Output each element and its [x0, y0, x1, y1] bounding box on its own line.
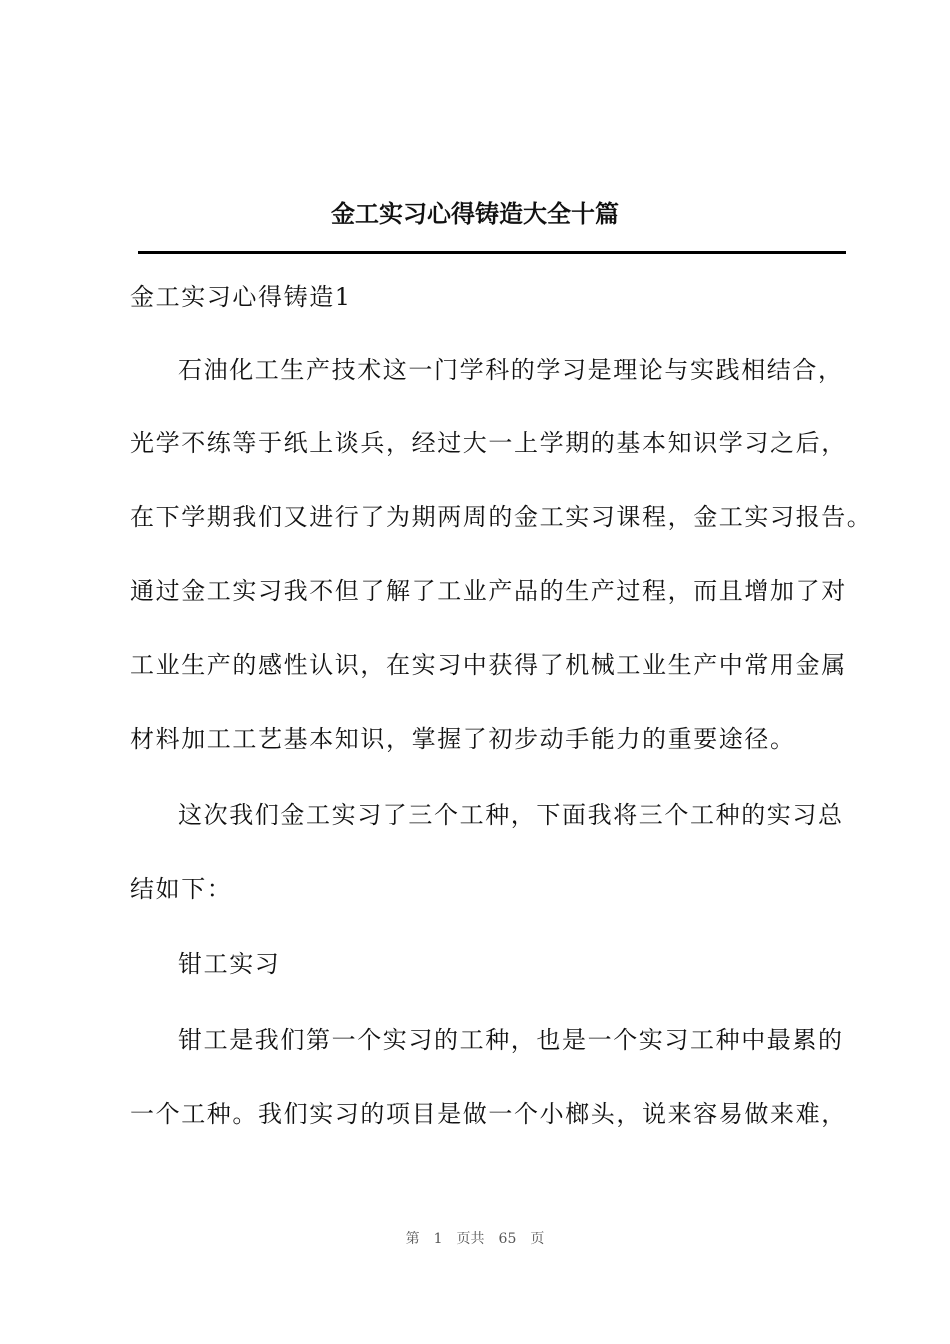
- paragraph-line: 这次我们金工实习了三个工种，下面我将三个工种的实习总: [178, 801, 844, 829]
- footer-total-pages: 65: [498, 1231, 517, 1247]
- footer-label-page: 第: [405, 1231, 420, 1247]
- paragraph-line: 光学不练等于纸上谈兵，经过大一上学期的基本知识学习之后，: [130, 429, 847, 457]
- paragraph-line: 钳工是我们第一个实习的工种，也是一个实习工种中最累的: [178, 1026, 844, 1054]
- paragraph-line: 通过金工实习我不但了解了工业产品的生产过程，而且增加了对: [130, 577, 847, 605]
- paragraph-line: 一个工种。我们实习的项目是做一个小榔头，说来容易做来难，: [130, 1100, 847, 1128]
- section-heading: 金工实习心得铸造1: [130, 283, 352, 311]
- footer-label-end: 页: [530, 1231, 545, 1247]
- footer-label-of: 页共: [456, 1231, 485, 1247]
- paragraph-line: 石油化工生产技术这一门学科的学习是理论与实践相结合，: [178, 356, 844, 384]
- paragraph-line: 工业生产的感性认识，在实习中获得了机械工业生产中常用金属: [130, 651, 847, 679]
- footer-current-page: 1: [433, 1231, 443, 1247]
- title-divider: [138, 251, 846, 254]
- page-footer: [0, 1228, 950, 1248]
- paragraph-line: 结如下：: [130, 875, 233, 903]
- paragraph-line: 材料加工工艺基本知识，掌握了初步动手能力的重要途径。: [130, 725, 796, 753]
- paragraph-line: 在下学期我们又进行了为期两周的金工实习课程，金工实习报告。: [130, 503, 873, 531]
- subheading: 钳工实习: [178, 950, 281, 978]
- page-title: 金工实习心得铸造大全十篇: [331, 199, 619, 228]
